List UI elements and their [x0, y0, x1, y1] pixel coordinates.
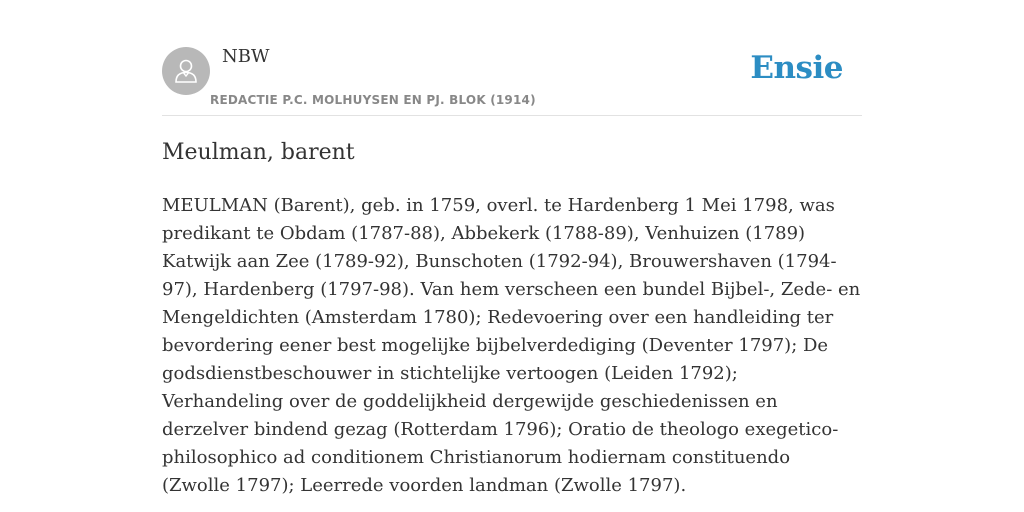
article-body: MEULMAN (Barent), geb. in 1759, overl. te Hardenberg 1 Mei 1798, was predikant te Obdam (1787-88), Abbekerk (1788-89), Venhuizen (1789) Katwijk aan Zee (1789-92), Bunschoten (1792-94), Brouwershaven (1794-97), Hardenberg (1797-98). Van hem verscheen een bundel Bijbel-, Zede- en Mengeldichten (Amsterdam 1780); Redevoering over een handleiding ter bevordering eener best mogelijke bijbelverdediging (Deventer 1797); De godsdienstbeschouwer in stichtelijke vertoogen (Leiden 1792); Verhandeling over de goddelijkheid dergewijde geschiedenissen en derzelver bindend gezag (Rotterdam 1796); Oratio de theologo exegetico-philosophico ad conditionem Christianorum hodiernam constituendo (Zwolle 1797); Leerrede voorden landman (Zwolle 1797). [162, 195, 861, 496]
brand-logo[interactable]: Ensie [750, 50, 843, 86]
user-avatar-icon [172, 57, 200, 85]
author-name[interactable]: NBW [222, 46, 270, 67]
header-divider [162, 115, 862, 116]
author-subtitle: REDACTIE P.C. MOLHUYSEN EN PJ. BLOK (1914) [210, 93, 536, 107]
author-avatar[interactable] [162, 47, 210, 95]
article-title: Meulman, barent [162, 140, 355, 165]
